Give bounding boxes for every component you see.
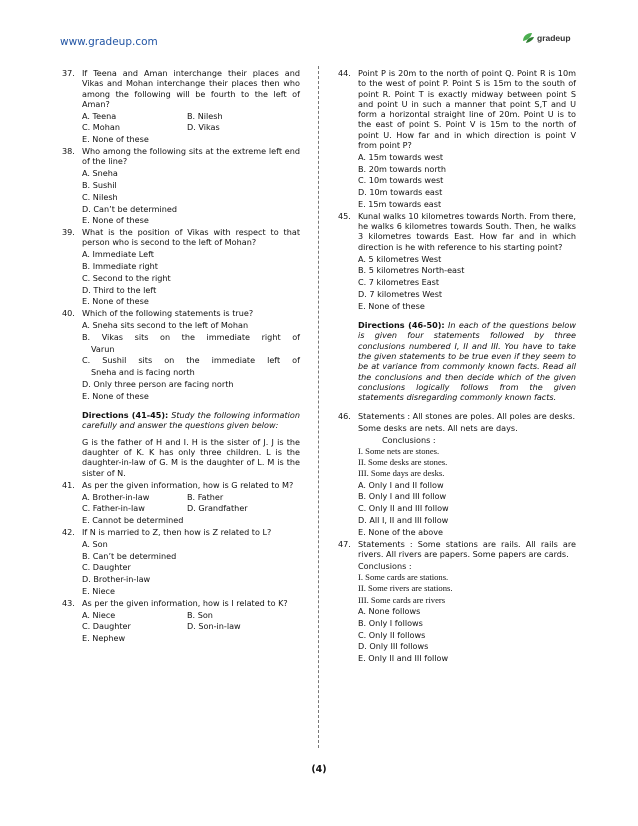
option-b: B. Only I follows xyxy=(358,617,423,628)
option-a: A. Sneha sits second to the left of Mohan xyxy=(82,320,249,331)
question-text: Statements : Some stations are rails. All rails are rivers. All rivers are papers. Some papers are cards. xyxy=(358,538,576,559)
option-b: B. Can’t be determined xyxy=(82,550,177,561)
question-text: As per the given information, how is I related to K? xyxy=(82,597,288,608)
option-a: A. Teena xyxy=(82,110,117,121)
conclusions-label: Conclusions : xyxy=(382,434,436,445)
option-c: C. Second to the right xyxy=(82,272,171,283)
question-number: 42. xyxy=(62,527,75,538)
option-b: B. Immediate right xyxy=(82,261,158,272)
question-number: 46. xyxy=(338,411,351,422)
question-43 xyxy=(62,598,300,644)
option-e: E. None of the above xyxy=(358,526,443,537)
gradeup-logo-icon xyxy=(520,30,536,46)
conclusion-3: III. Some days are desks. xyxy=(358,468,445,479)
question-41 xyxy=(62,480,300,526)
question-number: 44. xyxy=(338,68,351,78)
question-number: 38. xyxy=(62,146,75,157)
option-a: A. Brother-in-law xyxy=(82,491,150,502)
info-paragraph: G is the father of H and I. H is the sister of J. J is the daughter of K. K has only three children. L is the daughter-in-law of G. M is the daughter of L. M is the sister of N. xyxy=(82,436,300,478)
site-url[interactable]: www.gradeup.com xyxy=(60,36,158,48)
directions-label: Directions (46-50): xyxy=(358,320,445,331)
question-47 xyxy=(338,539,576,664)
question-text: Who among the following sits at the extreme left end of the line? xyxy=(82,146,300,167)
conclusion-3: III. Some cards are rivers xyxy=(358,594,446,605)
option-b: B. Vikas sits on the immediate right of xyxy=(82,331,300,342)
option-b: B. Nilesh xyxy=(187,110,223,121)
conclusion-1: I. Some nets are stones. xyxy=(358,445,440,456)
option-e: E. None of these xyxy=(82,390,149,401)
conclusion-1: I. Some cards are stations. xyxy=(358,572,449,583)
option-a: A. 5 kilometres West xyxy=(358,253,442,264)
question-40 xyxy=(62,308,300,401)
option-c: C. Mohan xyxy=(82,122,120,133)
question-text: If N is married to Z, then how is Z related to L? xyxy=(82,527,272,538)
option-d: D. All I, II and III follow xyxy=(358,515,449,526)
question-number: 41. xyxy=(62,479,75,490)
option-d: D. Brother-in-law xyxy=(82,574,151,585)
option-a: A. 15m towards west xyxy=(358,151,444,162)
question-text: As per the given information, how is G related to M? xyxy=(82,479,294,490)
option-e: E. None of these xyxy=(82,134,149,145)
option-d: D. Son-in-law xyxy=(187,621,241,632)
option-a: A. Son xyxy=(82,538,108,549)
option-c: C. Father-in-law xyxy=(82,503,145,514)
option-c: C. Daughter xyxy=(82,621,131,632)
question-44 xyxy=(338,68,576,209)
directions-text: In each of the questions below is given four statements followed by three conclusions numbered I, II and III. You have to take the given statements to be true even if they seem to be at variance from commonly known facts. Read all the conclusions and then decide which of the given conclusions logically follows from the given statements disregarding commonly known facts. xyxy=(358,320,576,403)
question-text: Kunal walks 10 kilometres towards North. From there, he walks 6 kilometres towards South. Then, he walks 3 kilometres towards East. How far and in which direction is he with reference to his starting point? xyxy=(358,210,576,252)
option-e: E. None of these xyxy=(82,296,149,307)
left-column xyxy=(62,68,300,645)
option-c: C. Only II follows xyxy=(358,629,426,640)
option-d: D. 7 kilometres West xyxy=(358,288,443,299)
question-number: 37. xyxy=(62,68,75,78)
question-46 xyxy=(338,411,576,537)
question-39 xyxy=(62,227,300,307)
option-e: E. Only II and III follow xyxy=(358,653,449,664)
option-a: A. Only I and II follow xyxy=(358,479,444,490)
option-c: C. Nilesh xyxy=(82,191,118,202)
question-text: Which of the following statements is true? xyxy=(82,308,254,319)
conclusion-2: II. Some rivers are stations. xyxy=(358,583,453,594)
option-a: A. Immediate Left xyxy=(82,249,154,260)
option-b-cont: Varun xyxy=(91,343,115,354)
option-c: C. Sushil sits on the immediate left of xyxy=(82,355,300,366)
option-d: D. Only III follows xyxy=(358,641,429,652)
directions-41-45 xyxy=(62,410,300,431)
question-37 xyxy=(62,68,300,145)
option-b: B. Son xyxy=(187,609,213,620)
directions-46-50 xyxy=(338,320,576,402)
gradeup-logo xyxy=(520,30,580,48)
option-d: D. Grandfather xyxy=(187,503,248,514)
option-e: E. Cannot be determined xyxy=(82,515,184,526)
option-b: B. 5 kilometres North-east xyxy=(358,265,465,276)
option-c: C. Daughter xyxy=(82,562,131,573)
option-a: A. None follows xyxy=(358,605,421,616)
column-divider xyxy=(318,66,319,748)
conclusion-2: II. Some desks are stones. xyxy=(358,457,448,468)
question-text: What is the position of Vikas with respect to that person who is second to the left of Mohan? xyxy=(82,227,300,248)
question-number: 45. xyxy=(338,210,351,221)
option-d: D. Can’t be determined xyxy=(82,203,177,214)
question-number: 43. xyxy=(62,597,75,608)
directions-text: Study the following information carefully and answer the questions given below: xyxy=(82,410,300,431)
page-number: (4) xyxy=(311,764,327,775)
option-c-cont: Sneha and is facing north xyxy=(91,367,195,378)
option-e: E. Nephew xyxy=(82,633,126,644)
option-d: D. Vikas xyxy=(187,122,220,133)
option-e: E. None of these xyxy=(358,300,425,311)
option-a: A. Niece xyxy=(82,609,116,620)
option-e: E. None of these xyxy=(82,215,149,226)
option-b: B. Father xyxy=(187,491,224,502)
directions-label: Directions (41-45): xyxy=(82,410,169,421)
question-number: 40. xyxy=(62,308,75,319)
option-b: B. Only I and III follow xyxy=(358,491,447,502)
right-column xyxy=(338,68,576,665)
option-c: C. 10m towards west xyxy=(358,175,444,186)
logo-text: gradeup xyxy=(537,33,571,43)
question-42 xyxy=(62,527,300,596)
question-number: 39. xyxy=(62,227,75,238)
option-b: B. 20m towards north xyxy=(358,163,446,174)
option-e: E. 15m towards east xyxy=(358,199,442,210)
question-45 xyxy=(338,211,576,311)
option-c: C. Only II and III follow xyxy=(358,503,449,514)
question-text: Point P is 20m to the north of point Q. Point R is 10m to the west of point P. Point S is 15m to the south of point R. Point T is exactly midway between point S and point U in such a manner that point S,T and U form a horizontal straight line of 20m. Point U is to the east of point S. Point V is 15m to the north of point U. How far and in which direction is point V from point P? xyxy=(358,68,576,151)
question-text: If Teena and Aman interchange their places and Vikas and Mohan interchange their places then who among the following will be fourth to the left of Aman? xyxy=(82,68,300,109)
question-38 xyxy=(62,146,300,226)
option-d: D. 10m towards east xyxy=(358,187,443,198)
option-d: D. Only three person are facing north xyxy=(82,379,234,390)
conclusions-label: Conclusions : xyxy=(358,560,412,571)
option-e: E. Niece xyxy=(82,586,115,597)
question-text: Statements : All stones are poles. All poles are desks. xyxy=(358,411,576,422)
option-b: B. Sushil xyxy=(82,179,117,190)
option-a: A. Sneha xyxy=(82,168,118,179)
option-c: C. 7 kilometres East xyxy=(358,277,440,288)
option-d: D. Third to the left xyxy=(82,284,157,295)
statement-line: Some desks are nets. All nets are days. xyxy=(358,423,518,434)
question-number: 47. xyxy=(338,538,351,549)
